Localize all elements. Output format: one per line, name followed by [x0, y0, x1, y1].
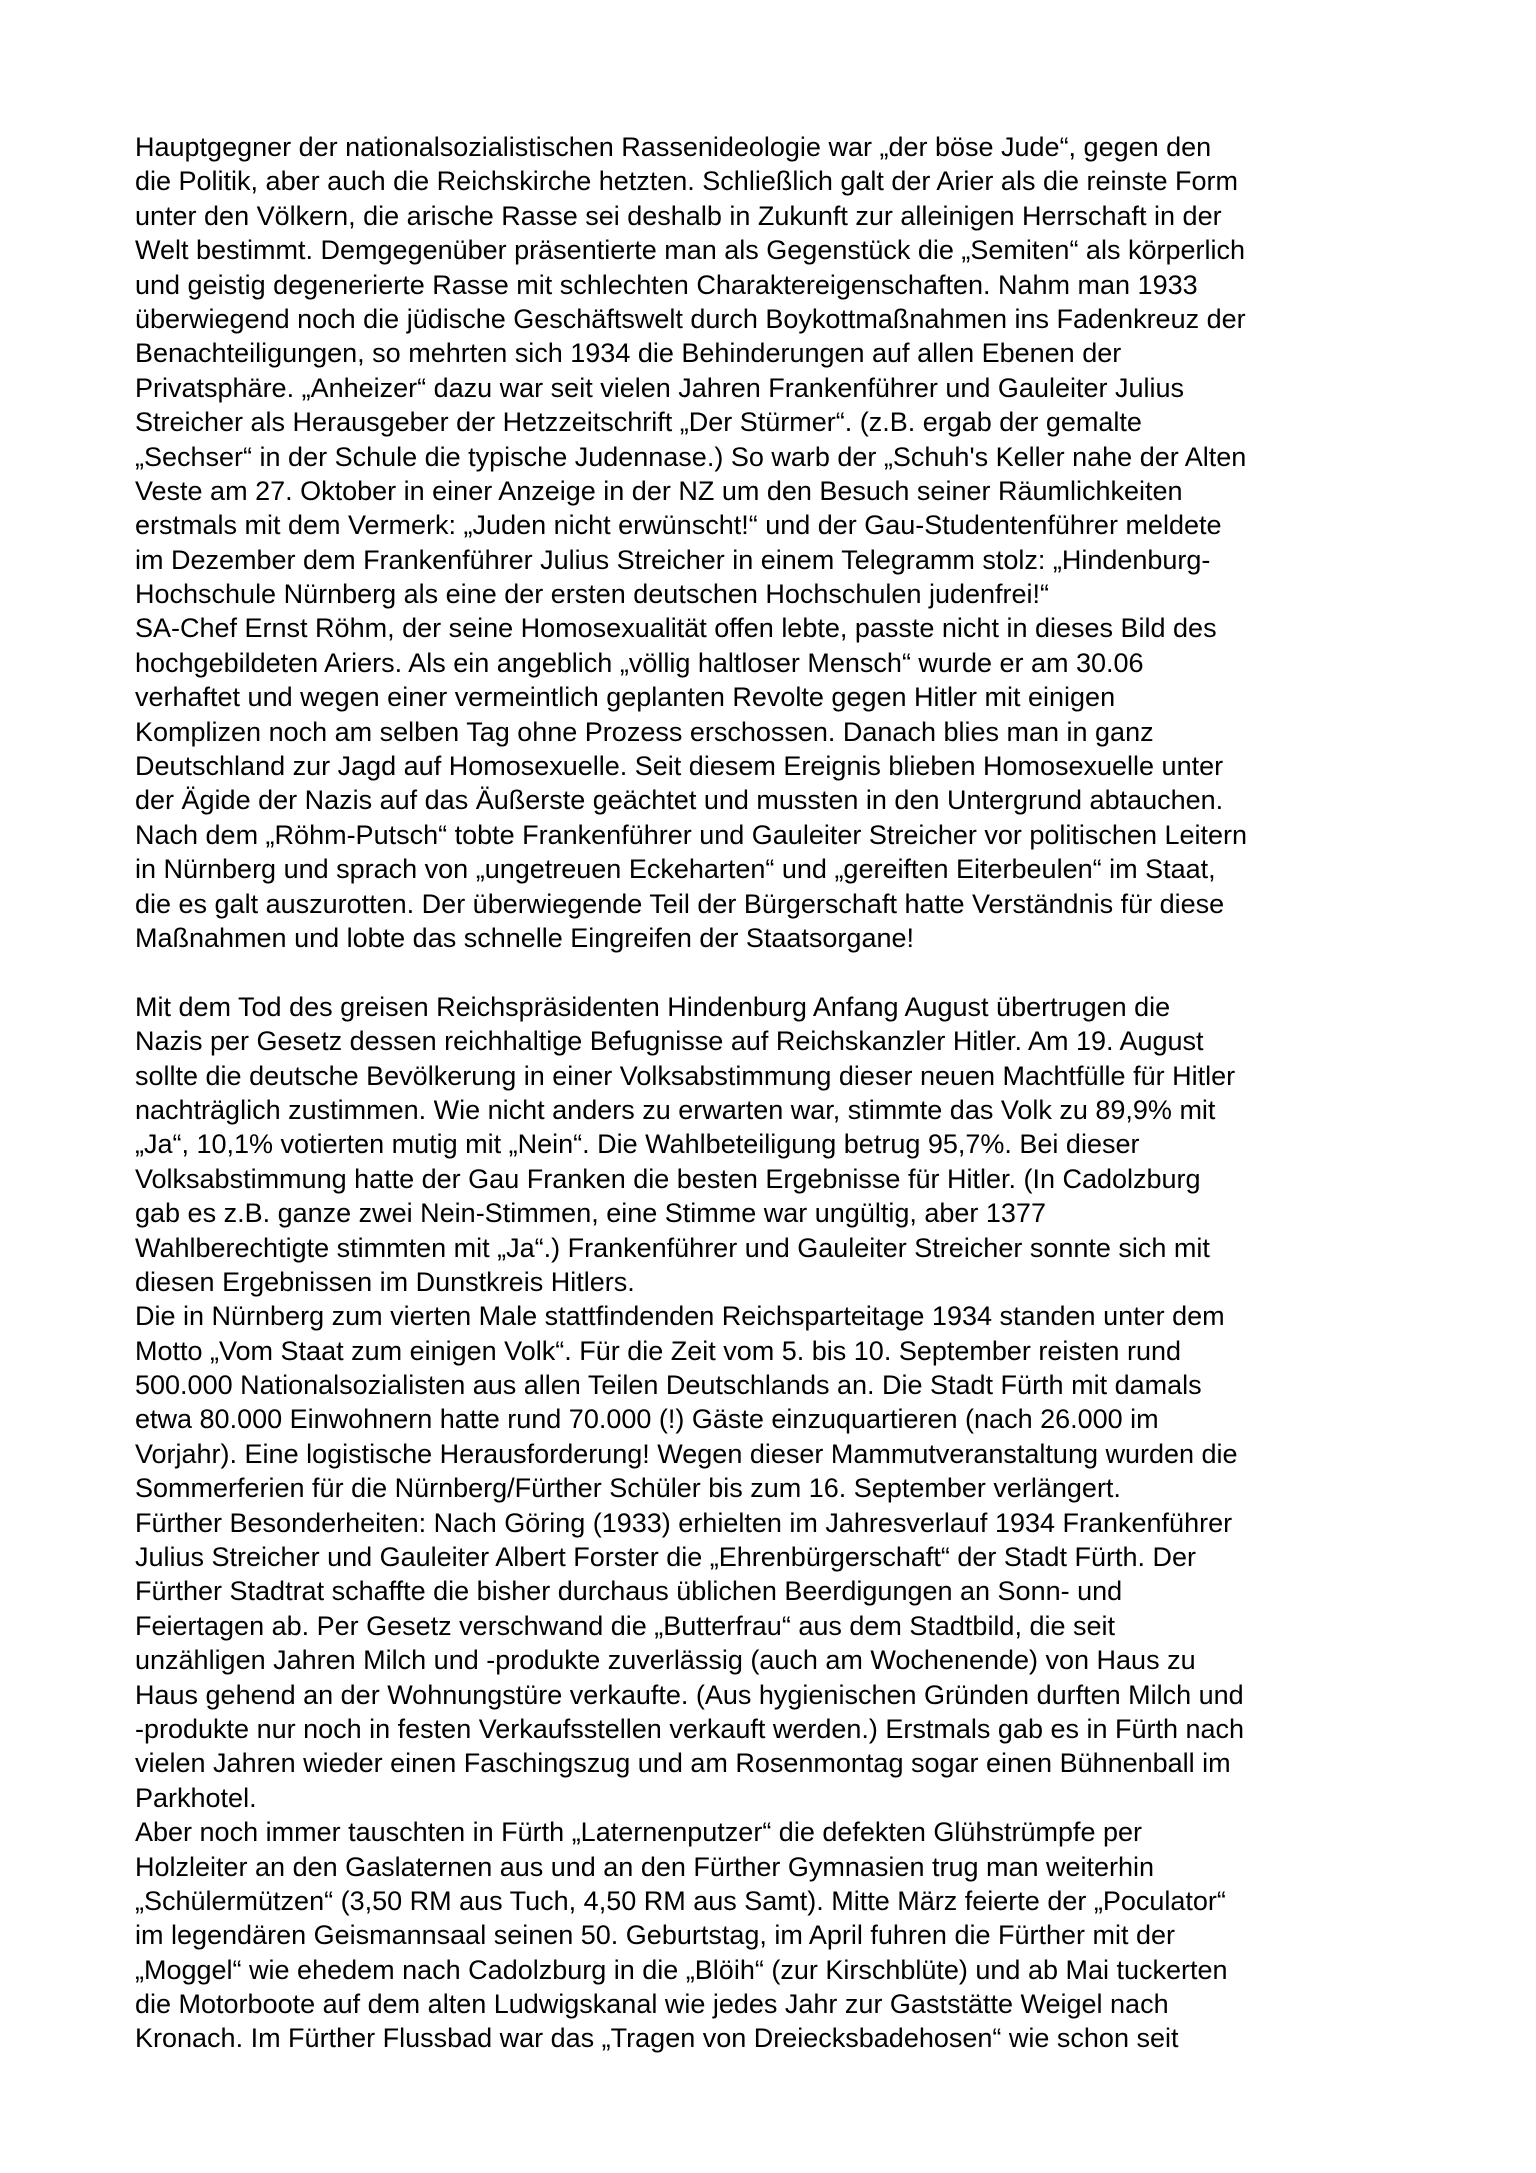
text-line: Aber noch immer tauschten in Fürth „Laternenputzer“ die defekten Glühstrümpfe per — [135, 1817, 1143, 1848]
text-line: Kronach. Im Fürther Flussbad war das „Tragen von Dreiecksbadehosen“ wie schon seit — [135, 2023, 1179, 2054]
text-line: diesen Ergebnissen im Dunstkreis Hitlers. — [135, 1266, 635, 1297]
text-line: Maßnahmen und lobte das schnelle Eingreifen der Staatsorgane! — [135, 922, 914, 953]
text-line: Julius Streicher und Gauleiter Albert Forster die „Ehrenbürgerschaft“ der Stadt Fürth. Der — [135, 1542, 1196, 1573]
text-line: im legendären Geismannsaal seinen 50. Geburtstag, im April fuhren die Fürther mit der — [135, 1920, 1176, 1951]
text-line: Motto „Vom Staat zum einigen Volk“. Für die Zeit vom 5. bis 10. September reisten rund — [135, 1335, 1181, 1366]
text-line: Wahlberechtigte stimmten mit „Ja“.) Frankenführer und Gauleiter Streicher sonnte sich mit — [135, 1232, 1210, 1263]
text-line: gab es z.B. ganze zwei Nein-Stimmen, eine Stimme war ungültig, aber 1377 — [135, 1198, 1046, 1229]
text-line: unzähligen Jahren Milch und -produkte zuverlässig (auch am Wochenende) von Haus zu — [135, 1645, 1196, 1676]
text-line: „Moggel“ wie ehedem nach Cadolzburg in die „Blöih“ (zur Kirschblüte) und ab Mai tuckerten — [135, 1954, 1228, 1985]
text-line: die Politik, aber auch die Reichskirche hetzten. Schließlich galt der Arier als die reinste Form — [135, 166, 1239, 197]
blank-line — [135, 955, 1435, 989]
text-line: hochgebildeten Ariers. Als ein angeblich „völlig haltloser Mensch“ wurde er am 30.06 — [135, 647, 1144, 678]
text-line: „Sechser“ in der Schule die typische Judennase.) So warb der „Schuh's Keller nahe der Alten — [135, 441, 1247, 472]
text-line: Feiertagen ab. Per Gesetz verschwand die „Butterfrau“ aus dem Stadtbild, die seit — [135, 1610, 1116, 1641]
text-line: die Motorboote auf dem alten Ludwigskanal wie jedes Jahr zur Gaststätte Weigel nach — [135, 1989, 1169, 2020]
text-line: sollte die deutsche Bevölkerung in einer Volksabstimmung dieser neuen Machtfülle für Hitler — [135, 1060, 1236, 1091]
text-line: Hauptgegner der nationalsozialistischen Rassenideologie war „der böse Jude“, gegen den — [135, 132, 1212, 162]
text-line: Privatsphäre. „Anheizer“ dazu war seit vielen Jahren Frankenführer und Gauleiter Julius — [135, 372, 1185, 403]
text-line: nachträglich zustimmen. Wie nicht anders zu erwarten war, stimmte das Volk zu 89,9% mit — [135, 1094, 1216, 1125]
text-line: Vorjahr). Eine logistische Herausforderung! Wegen dieser Mammutveranstaltung wurden die — [135, 1438, 1238, 1469]
text-line: Mit dem Tod des greisen Reichspräsidenten Hindenburg Anfang August übertrugen die — [135, 991, 1171, 1022]
text-line: Deutschland zur Jagd auf Homosexuelle. Seit diesem Ereignis blieben Homosexuelle unter — [135, 751, 1224, 782]
text-line: Nach dem „Röhm-Putsch“ tobte Frankenführer und Gauleiter Streicher vor politischen Leitern — [135, 819, 1248, 850]
text-line: Volksabstimmung hatte der Gau Franken die besten Ergebnisse für Hitler. (In Cadolzburg — [135, 1163, 1201, 1194]
text-line: in Nürnberg und sprach von „ungetreuen Eckeharten“ und „gereiften Eiterbeulen“ im Staat, — [135, 854, 1216, 885]
text-line: Haus gehend an der Wohnungstüre verkaufte. (Aus hygienischen Gründen durften Milch und — [135, 1679, 1244, 1710]
text-line: Komplizen noch am selben Tag ohne Prozess erschossen. Danach blies man in ganz — [135, 716, 1154, 747]
text-line: Veste am 27. Oktober in einer Anzeige in der NZ um den Besuch seiner Räumlichkeiten — [135, 475, 1183, 506]
text-line: überwiegend noch die jüdische Geschäftswelt durch Boykottmaßnahmen ins Fadenkreuz der — [135, 303, 1246, 334]
text-line: Welt bestimmt. Demgegenüber präsentierte man als Gegenstück die „Semiten“ als körperlich — [135, 235, 1245, 266]
text-line: unter den Völkern, die arische Rasse sei deshalb in Zukunft zur alleinigen Herrschaft in der — [135, 200, 1222, 231]
text-line: Fürther Besonderheiten: Nach Göring (1933) erhielten im Jahresverlauf 1934 Frankenführer — [135, 1507, 1233, 1538]
text-line: Hochschule Nürnberg als eine der ersten deutschen Hochschulen judenfrei!“ — [135, 579, 1050, 610]
text-line: Parkhotel. — [135, 1782, 257, 1813]
text-line: „Schülermützen“ (3,50 RM aus Tuch, 4,50 RM aus Samt). Mitte März feierte der „Poculator“ — [135, 1885, 1226, 1916]
text-line: Sommerferien für die Nürnberg/Fürther Schüler bis zum 16. September verlängert. — [135, 1473, 1121, 1504]
text-line: und geistig degenerierte Rasse mit schlechten Charaktereigenschaften. Nahm man 1933 — [135, 269, 1198, 300]
text-line: Die in Nürnberg zum vierten Male stattfindenden Reichsparteitage 1934 standen unter dem — [135, 1301, 1225, 1332]
text-line: Benachteiligungen, so mehrten sich 1934 die Behinderungen auf allen Ebenen der — [135, 338, 1122, 369]
text-line: „Ja“, 10,1% votierten mutig mit „Nein“. Die Wahlbeteiligung betrug 95,7%. Bei dieser — [135, 1129, 1140, 1160]
text-line: erstmals mit dem Vermerk: „Juden nicht erwünscht!“ und der Gau-Studentenführer meldete — [135, 510, 1222, 541]
text-line: Streicher als Herausgeber der Hetzzeitschrift „Der Stürmer“. (z.B. ergab der gemalte — [135, 407, 1142, 438]
text-line: der Ägide der Nazis auf das Äußerste geächtet und mussten in den Untergrund abtauchen. — [135, 785, 1224, 816]
text-line: Fürther Stadtrat schaffte die bisher durchaus üblichen Beerdigungen an Sonn- und — [135, 1576, 1123, 1607]
text-line: Holzleiter an den Gaslaternen aus und an den Fürther Gymnasien trug man weiterhin — [135, 1851, 1155, 1882]
text-line: verhaftet und wegen einer vermeintlich geplanten Revolte gegen Hitler mit einigen — [135, 682, 1116, 713]
text-line: die es galt auszurotten. Der überwiegende Teil der Bürgerschaft hatte Verständnis für diese — [135, 888, 1225, 919]
document-text-body — [135, 130, 1435, 2056]
text-line: -produkte nur noch in festen Verkaufsstellen verkauft werden.) Erstmals gab es in Fürth nach — [135, 1713, 1245, 1744]
text-line: SA-Chef Ernst Röhm, der seine Homosexualität offen lebte, passte nicht in dieses Bild des — [135, 613, 1217, 644]
text-line: vielen Jahren wieder einen Faschingszug und am Rosenmontag sogar einen Bühnenball im — [135, 1748, 1231, 1779]
text-line: 500.000 Nationalsozialisten aus allen Teilen Deutschlands an. Die Stadt Fürth mit damals — [135, 1370, 1202, 1401]
text-line: im Dezember dem Frankenführer Julius Streicher in einem Telegramm stolz: „Hindenburg- — [135, 544, 1211, 575]
text-line: etwa 80.000 Einwohnern hatte rund 70.000 (!) Gäste einzuquartieren (nach 26.000 im — [135, 1404, 1159, 1435]
text-line: Nazis per Gesetz dessen reichhaltige Befugnisse auf Reichskanzler Hitler. Am 19. August — [135, 1026, 1204, 1057]
